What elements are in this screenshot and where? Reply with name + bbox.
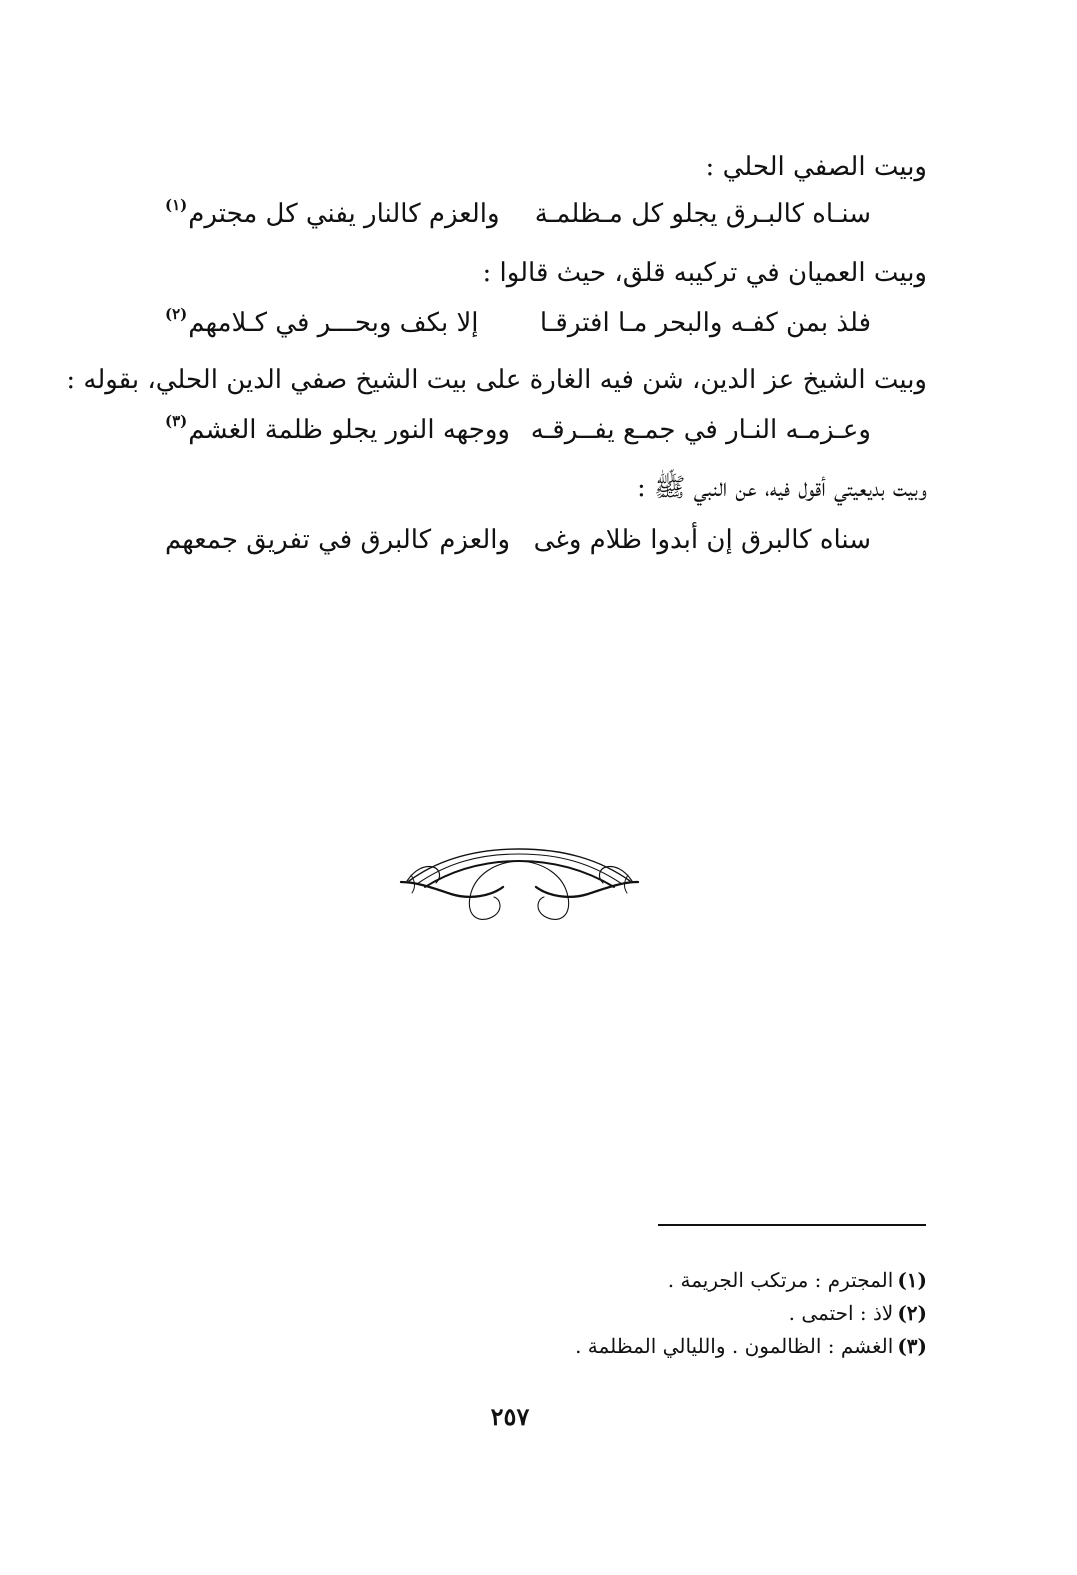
footnote-marker-2: (٢)	[165, 305, 188, 323]
intro-umyan-line: وبيت العميان في تركيبه قلق، حيث قالوا :	[482, 258, 927, 288]
verse-badiiyyati-second-hemistich: والعزم كالبرق في تفريق جمعهم	[165, 525, 511, 555]
footnote-2	[427, 1299, 927, 1327]
verse-izz	[157, 411, 927, 451]
footnote-text: المجترم : مرتكب الجريمة .	[667, 1268, 894, 1292]
verse-safi-second-text: والعزم كالنار يفني كل مجترم	[188, 199, 500, 229]
verse-izz-second-hemistich	[165, 411, 510, 452]
verse-safi-second-hemistich	[165, 195, 500, 236]
verse-umyan	[157, 304, 927, 344]
footnote-text: الغشم : الظالمون . والليالي المظلمة .	[575, 1334, 894, 1358]
verse-badiiyyati	[157, 521, 927, 561]
footnote-marker-3: (٣)	[165, 412, 188, 430]
flourish-ornament-icon	[397, 841, 642, 923]
intro-badiiyyati-line: وبيت بديعيتي أقول فيه، عن النبي ﷺ :	[636, 473, 927, 503]
intro-izz-line: وبيت الشيخ عز الدين، شن فيه الغارة على بيت الشيخ صفي الدين الحلي، بقوله :	[66, 365, 927, 395]
verse-umyan-second-hemistich	[165, 304, 479, 345]
verse-umyan-first-hemistich: فلذ بمن كفـه والبحر مـا افترقـا	[539, 308, 871, 338]
intro-safi-line: وبيت الصفي الحلي :	[705, 152, 927, 182]
verse-badiiyyati-first-hemistich: سناه كالبرق إن أبدوا ظلام وغى	[533, 525, 871, 555]
footnote-text: لاذ : احتمى .	[788, 1301, 894, 1325]
page-number: ٢٥٧	[490, 1402, 530, 1431]
footnote-number: (١)	[897, 1268, 927, 1292]
verse-safi-first-hemistich: سنـاه كالبـرق يجلو كل مـظلمـة	[534, 199, 871, 229]
footnote-number: (٢)	[897, 1301, 927, 1325]
footnote-3	[427, 1332, 927, 1360]
verse-umyan-second-text: إلا بكف وبحـــر في كـلامهم	[188, 308, 479, 338]
footnote-number: (٣)	[897, 1334, 927, 1358]
verse-safi	[157, 195, 927, 235]
footnote-separator	[658, 1224, 926, 1226]
footnote-1	[427, 1266, 927, 1294]
verse-izz-first-hemistich: وعـزمـه النـار في جمـع يفــرقـه	[530, 415, 871, 445]
verse-izz-second-text: ووجهه النور يجلو ظلمة الغشم	[188, 415, 510, 445]
footnote-marker-1: (١)	[165, 196, 188, 214]
